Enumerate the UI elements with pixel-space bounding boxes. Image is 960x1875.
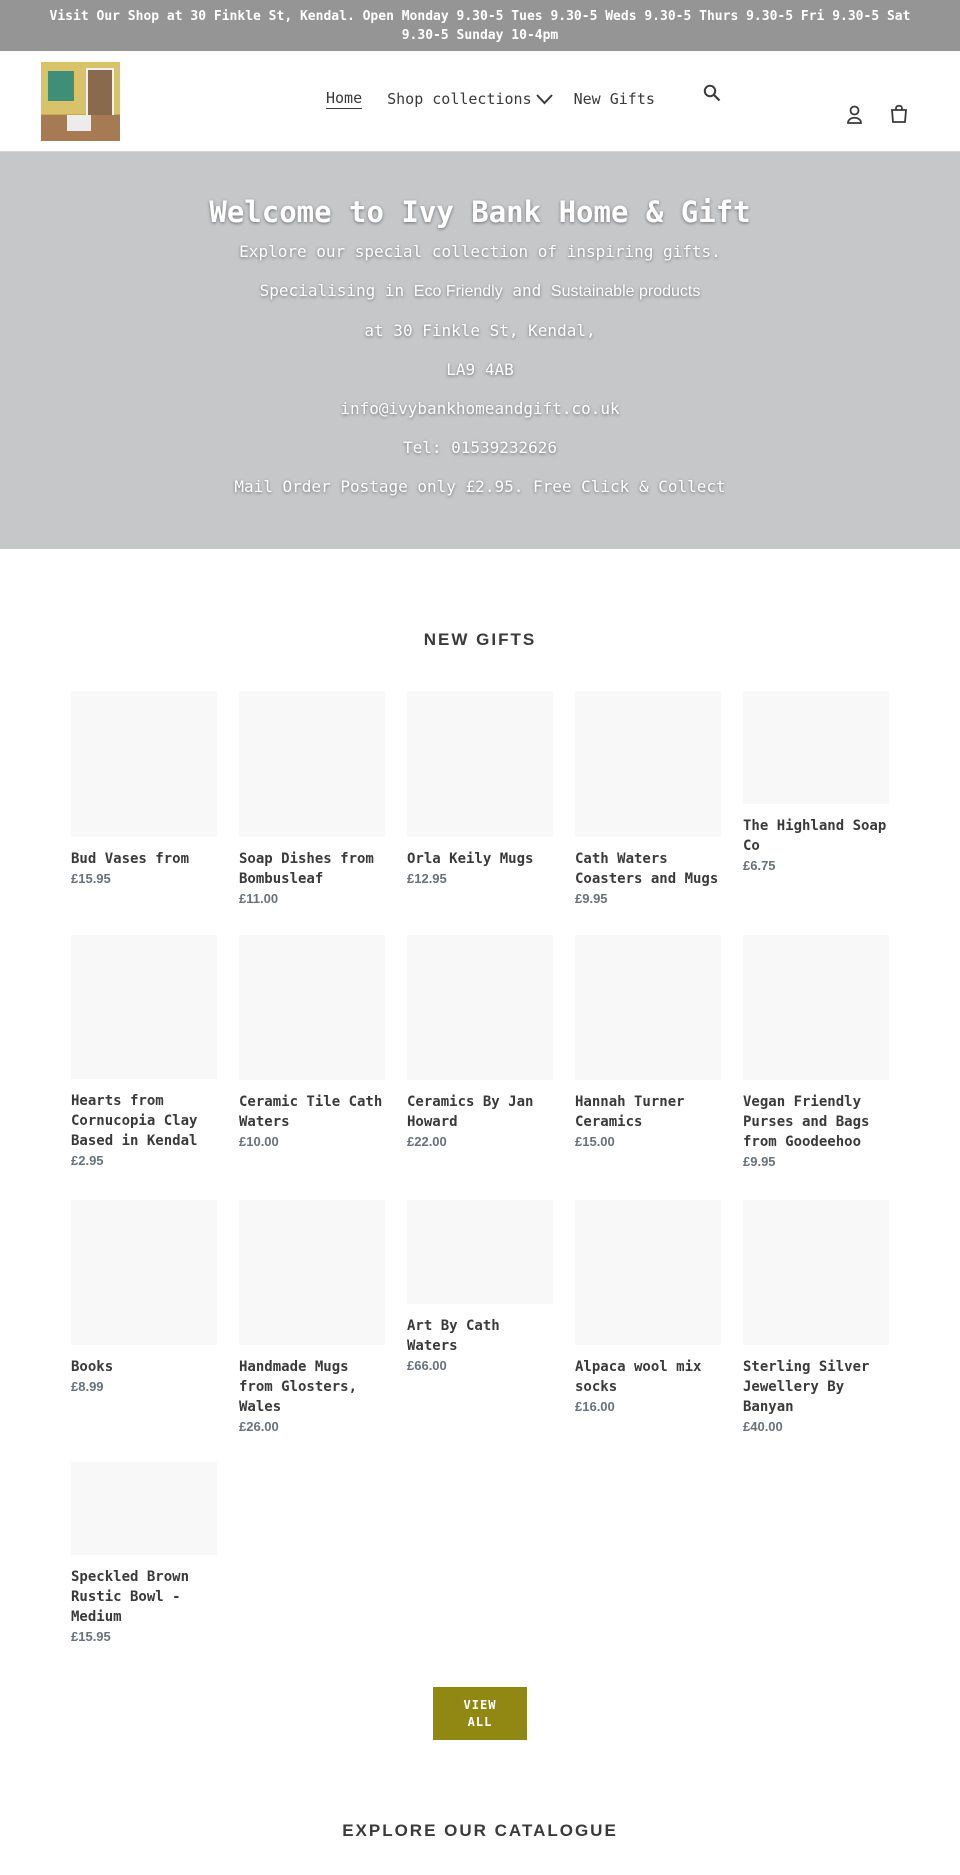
product-card[interactable] [575, 691, 721, 909]
nav-shop-collections[interactable] [387, 89, 553, 109]
product-price: £66.00 [407, 1358, 447, 1373]
product-card[interactable] [407, 935, 553, 1172]
account-icon[interactable] [846, 105, 863, 128]
product-price: £9.95 [743, 1154, 776, 1169]
product-card[interactable] [407, 1200, 553, 1437]
hero-eco-friendly: Eco Friendly [413, 283, 503, 300]
hero-title: Welcome to Ivy Bank Home & Gift [209, 195, 751, 229]
product-title[interactable]: Handmade Mugs from Glosters, Wales [239, 1359, 358, 1415]
product-title[interactable]: Alpaca wool mix socks [575, 1359, 702, 1395]
hero-line-1: Explore our special collection of inspiring gifts. [239, 242, 721, 261]
product-price: £12.95 [407, 871, 447, 886]
product-price: £6.75 [743, 858, 776, 873]
cart-icon[interactable] [890, 104, 908, 127]
product-price: £16.00 [575, 1399, 615, 1414]
product-title[interactable]: Art By Cath Waters [407, 1318, 500, 1354]
nav-home[interactable]: Home [326, 89, 363, 107]
product-card[interactable] [575, 1200, 721, 1437]
hero-email: info@ivybankhomeandgift.co.uk [340, 399, 620, 418]
product-image[interactable] [407, 691, 553, 837]
product-image[interactable] [575, 1200, 721, 1345]
announcement-bar [0, 0, 960, 51]
product-title[interactable]: Sterling Silver Jewellery By Banyan [743, 1359, 870, 1415]
product-image[interactable] [71, 935, 217, 1079]
product-price: £2.95 [71, 1153, 104, 1168]
hero-line-2 [0, 271, 960, 311]
product-price: £15.95 [71, 1629, 111, 1644]
product-price: £15.95 [71, 871, 111, 886]
product-card[interactable] [239, 1200, 385, 1437]
product-price: £26.00 [239, 1419, 279, 1434]
product-card[interactable] [743, 935, 889, 1172]
product-image[interactable] [71, 1200, 217, 1345]
product-card[interactable] [407, 691, 553, 909]
product-image[interactable] [407, 935, 553, 1080]
product-image[interactable] [239, 935, 385, 1080]
product-title[interactable]: Cath Waters Coasters and Mugs [575, 851, 719, 887]
product-price: £22.00 [407, 1134, 447, 1149]
product-card[interactable] [71, 1462, 217, 1647]
product-price: £9.95 [575, 891, 608, 906]
product-title[interactable]: Hannah Turner Ceramics [575, 1094, 685, 1130]
product-image[interactable] [71, 691, 217, 837]
product-image[interactable] [743, 691, 889, 804]
announcement-text: Visit Our Shop at 30 Finkle St, Kendal. Open Monday 9.30-5 Tues 9.30-5 Weds 9.30-5 Thurs 9.30-5 Fri 9.30-5 Sat 9.30-5 Sunday 10-4pm [49, 9, 911, 43]
product-image[interactable] [239, 691, 385, 837]
chevron-down-icon [536, 94, 553, 105]
search-icon[interactable] [703, 84, 721, 106]
product-title[interactable]: Hearts from Cornucopia Clay Based in Kendal [71, 1093, 198, 1149]
product-image[interactable] [575, 935, 721, 1080]
product-image[interactable] [743, 935, 889, 1080]
product-title[interactable]: Ceramics By Jan Howard [407, 1094, 534, 1130]
hero-postcode: LA9 4AB [446, 360, 514, 379]
product-card[interactable] [239, 935, 385, 1172]
product-price: £40.00 [743, 1419, 783, 1434]
new-gifts-title: NEW GIFTS [423, 630, 537, 649]
product-image[interactable] [71, 1462, 217, 1555]
product-image[interactable] [743, 1200, 889, 1345]
nav-shop-label: Shop collections [387, 90, 532, 108]
product-title[interactable]: Ceramic Tile Cath Waters [239, 1094, 383, 1130]
product-card[interactable] [743, 691, 889, 909]
product-image[interactable] [575, 691, 721, 837]
product-image[interactable] [239, 1200, 385, 1345]
product-title[interactable]: Bud Vases from [71, 851, 190, 867]
product-price: £11.00 [239, 891, 279, 906]
main-nav [326, 89, 655, 109]
product-card[interactable] [239, 691, 385, 909]
product-price: £15.00 [575, 1134, 615, 1149]
hero-postage: Mail Order Postage only £2.95. Free Click & Collect [234, 477, 726, 496]
product-card[interactable] [575, 935, 721, 1172]
product-title[interactable]: Soap Dishes from Bombusleaf [239, 851, 374, 887]
product-card[interactable] [71, 691, 217, 909]
product-title[interactable]: Orla Keily Mugs [407, 851, 534, 867]
hero-banner [0, 152, 960, 549]
hero-line-2-and: and [512, 281, 542, 300]
site-header [0, 51, 960, 152]
product-image[interactable] [407, 1200, 553, 1304]
product-title[interactable]: Books [71, 1359, 114, 1375]
hero-address: at 30 Finkle St, Kendal, [364, 321, 596, 340]
product-title[interactable]: Speckled Brown Rustic Bowl - Medium [71, 1569, 190, 1625]
explore-catalogue-title: EXPLORE OUR CATALOGUE [342, 1821, 618, 1840]
hero-sustainable: Sustainable products [550, 283, 701, 300]
hero-tel: Tel: 01539232626 [402, 438, 558, 457]
product-card[interactable] [71, 1200, 217, 1437]
product-title[interactable]: Vegan Friendly Purses and Bags from Goodeehoo [743, 1094, 870, 1150]
product-card[interactable] [743, 1200, 889, 1437]
product-title[interactable]: The Highland Soap Co [743, 818, 887, 854]
hero-line-2-pre: Specialising in [259, 281, 405, 300]
product-price: £10.00 [239, 1134, 279, 1149]
product-card[interactable] [71, 935, 217, 1172]
shop-logo[interactable] [41, 62, 120, 141]
nav-new-gifts[interactable]: New Gifts [573, 90, 655, 108]
view-all-button[interactable]: VIEW ALL [433, 1687, 527, 1740]
product-price: £8.99 [71, 1379, 104, 1394]
